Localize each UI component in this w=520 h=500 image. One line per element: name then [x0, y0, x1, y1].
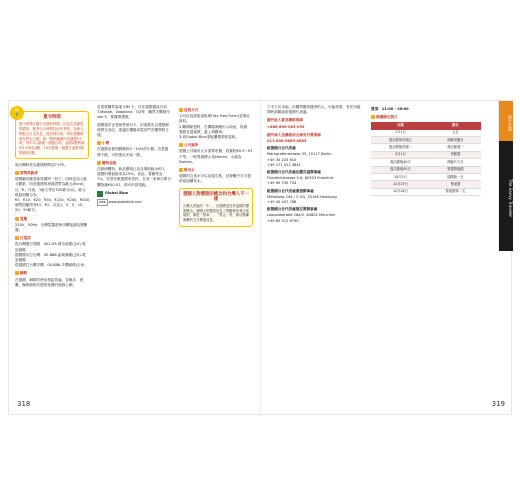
bullet-icon	[15, 271, 19, 275]
section-heading: 小費	[102, 141, 110, 146]
note-body: 台灣人常說的「中」，在德國並沒有這樣的標語概念。德國人的標語是為了提醒使用者注意規則，像是「停車」、「禁止」等，都以簡潔明瞭的方式傳達訊息。	[183, 204, 249, 223]
section-heading: 公共廁所	[184, 143, 199, 148]
bullet-icon	[15, 171, 19, 175]
lightbulb-icon: 💡	[10, 106, 24, 120]
section-text: Leopoldstraße 28a/V, 80802 München +49 89 512 6790	[267, 213, 336, 223]
section-heading: 駐德國台北代表處漢堡辦事處	[267, 188, 314, 193]
global-blue-url[interactable]: www.globalblue.com	[108, 200, 142, 205]
section-toll-free	[267, 133, 363, 144]
left-col-1	[12, 105, 93, 290]
bullet-icon	[371, 115, 375, 119]
table-row	[371, 130, 481, 137]
section-text: 德國公共廁所大多需要收費，收費約€0.5～€1不等。一般男廁標示為Herren，女廁為Damen。	[179, 149, 253, 164]
section-text: +886-800-085-095	[267, 124, 305, 129]
table-header-row	[371, 122, 481, 129]
holiday-date: 12月25日	[371, 181, 430, 188]
section-phone	[15, 236, 89, 268]
time-difference-text: 與台灣時差為德國時間加7小時。	[15, 162, 68, 167]
section-berlin-office	[267, 146, 363, 168]
section-heading: 國外個人急難救助全球免付費專線	[267, 132, 321, 137]
paragraph: 若需要購買當地 SIM 卡，可在德國通訊行如 T-Mobile、Vodafone、O2等，購買手機預付sim卡，要攜帶護照。	[97, 105, 170, 120]
holiday-date: 5月1日	[371, 151, 430, 158]
signage-note-box	[179, 188, 253, 227]
section-hamburg-office	[267, 189, 363, 206]
table-row	[371, 166, 481, 173]
holiday-name: 聖誕節第二天	[430, 188, 481, 195]
section-heading: 駐德國台北代表處慕尼黑辦事處	[267, 207, 318, 212]
section-heading: 駐德國台北代表處法蘭克福辦事處	[267, 170, 321, 175]
holiday-date: 復活節前的週五	[371, 137, 430, 144]
section-text: 在德國，網路的使用相當普遍，各飯店、餐廳、咖啡館都有提供免費的無線上網。	[15, 277, 84, 287]
hours-label: 營業：11:00 - 20:00	[371, 107, 409, 111]
paragraph: 下手少於本地，但購買體育競爭的人，可能需要，有任何疑問時請聯絡駐德國代表處。	[267, 105, 361, 115]
section-heading: 購物退稅	[102, 160, 117, 165]
section-text: 德國的自來水可以直接生飲，但餐廳中多半提供氣泡礦泉水。	[179, 174, 251, 184]
section-text: 220V、50Hz，台灣電器需使用轉接頭及變壓器。	[15, 222, 88, 233]
tip-title: 夏令時間	[43, 115, 61, 120]
section-refund-method	[179, 108, 253, 140]
holiday-date: 復活節後的週一	[371, 144, 430, 151]
section-emergency-line	[267, 118, 363, 129]
section-tax-refund	[97, 161, 171, 188]
side-tab-label-top: 旅行計畫	[499, 101, 513, 141]
right-page	[261, 101, 513, 414]
holiday-name: 勞動節	[430, 151, 481, 158]
section-text: 在歐洲購物，商品價格已包含增值稅(VAT)，德國的增值稅率為19%，食品、書籍等為7%。若您非歐盟國家居民，在同一家商店單日購物滿€50.01，即可申請退稅。	[97, 167, 171, 187]
holiday-date: 復活節後40天	[371, 159, 430, 166]
left-col-2	[97, 105, 171, 208]
holiday-date: 10月3日	[371, 173, 430, 180]
web-icon: web	[97, 199, 108, 206]
section-text: 1.向店員索取退稅單(Tax Free Form)並填妥資料。 2.離開歐盟時，在機場海關出示商品、收據、護照及退稅單，蓋上海關章。 3.到Global Blue退稅櫃檯領取退稅。	[179, 114, 251, 140]
section-heading: 電壓	[20, 216, 28, 221]
section-heading: 國外旅人緊急聯絡專線	[267, 118, 303, 123]
table-row	[371, 181, 481, 188]
holiday-name: 聖誕節	[430, 181, 481, 188]
section-water	[179, 168, 253, 185]
table-row	[371, 144, 481, 151]
section-heading: 飲用水	[184, 168, 195, 173]
table-row	[371, 188, 481, 195]
tip-body: 夏令時間又稱日光節約時間，因為在高緯度的國家，夏季白天時間長而冬季短，為使人們配合日光作息，提高利用率，每年德國都會在特定日期，統一將時鐘調快或調慢1小時。每年3月最後一個週日時，凌晨2點將調快1小時為3點，10月最後一個週日凌晨3點則調回2點。	[19, 122, 85, 155]
table-row	[371, 151, 481, 158]
column-header: 節日	[430, 122, 481, 129]
holiday-name: 耶穌升天日	[430, 159, 481, 166]
left-page	[9, 101, 261, 414]
section-heading: 退稅方式	[184, 108, 199, 112]
page-number-left: 318	[17, 400, 31, 408]
holiday-name: 德國統一日	[430, 173, 481, 180]
holiday-date: 復活節後50天	[371, 166, 430, 173]
section-internet	[15, 271, 89, 288]
section-text: 從台灣撥打德國：002-49-城市區碼(去0)-電話號碼 德國國內打台灣：00-886-區域號碼(去0)-電話號碼 從德國打台灣手機：00-886-手機號碼(去0)	[15, 242, 86, 268]
holiday-name: 耶穌受難日	[430, 137, 481, 144]
chapter-side-tab	[498, 101, 513, 251]
holiday-table-title: 德國國定假日	[376, 115, 398, 120]
holiday-date: 1月1日	[371, 130, 430, 137]
holiday-name: 聖靈降臨節	[430, 166, 481, 173]
section-text: Friedrichstrasse 2-6, 60323 Frankfurt +49 69 745 734	[267, 176, 334, 186]
holiday-table	[371, 122, 481, 196]
holiday-date: 12月26日	[371, 188, 430, 195]
section-tipping	[97, 141, 171, 158]
section-toilets	[179, 143, 253, 165]
section-frankfurt-office	[267, 170, 363, 187]
section-heading: 打電話	[20, 236, 31, 241]
bullet-icon	[97, 161, 101, 165]
right-col-1	[267, 105, 363, 226]
bullet-icon	[179, 143, 183, 147]
column-header: 日期	[371, 122, 430, 129]
section-text: 011-800-0885-0885	[267, 139, 307, 144]
logo-label: Global Blue	[105, 191, 129, 196]
section-heading: 貨幣與匯率	[20, 170, 38, 175]
bullet-icon	[179, 168, 183, 172]
note-title: 德國人對標語的概念和台灣人不一樣	[183, 191, 249, 202]
section-text: Mittelweg 144 / 2.OG, 20148 Hamburg +49 40 447 788	[267, 194, 337, 205]
book-spread	[8, 100, 512, 415]
section-heading: 網路	[20, 271, 28, 276]
daylight-saving-tip-box	[12, 108, 89, 159]
holiday-name: 元旦	[430, 130, 481, 137]
table-row	[371, 173, 481, 180]
section-text: 德國屬於歐盟會員國的一份子，同時也加入歐元體系，因此德國的流通貨幣為歐元(Euro)，以「€」代表，1歐元等於100歐分(¢)。歐元紙鈔面額分為€5、€10、€20、€50、€100、€200、€500，硬幣面額則有€1、€2，以及1、2、5、10、20、50歐分。	[15, 177, 93, 213]
global-blue-logo	[97, 191, 128, 197]
left-col-3	[179, 105, 253, 227]
bullet-icon	[179, 108, 183, 112]
paragraph: 德國超市也有販售預付卡，但需要先以護照辦理實名登記，建議在機場或電信門市購買較方便。	[97, 122, 169, 138]
table-row	[371, 137, 481, 144]
section-munich-office	[267, 207, 363, 224]
holiday-name: 復活節週一	[430, 144, 481, 151]
bullet-icon	[97, 141, 101, 145]
section-text: 在德國用餐消費額約5～10%的小費。若是服務不錯，可依情況多給一點。	[97, 147, 169, 157]
global-blue-logo-icon	[97, 191, 103, 197]
section-currency	[15, 170, 93, 214]
bullet-icon	[15, 236, 19, 240]
table-row	[371, 159, 481, 166]
side-tab-label-bottom: The Savvy Traveler	[499, 141, 513, 251]
section-text: Markgrafenstrasse 35, 10117 Berlin +49 30 203 610 +49 171 521 4641	[267, 152, 332, 167]
bullet-icon	[15, 217, 19, 221]
section-heading: 駐德國台北代表處	[267, 146, 296, 151]
section-voltage	[15, 217, 89, 234]
right-col-2	[371, 105, 481, 196]
page-number-right: 319	[491, 400, 505, 408]
